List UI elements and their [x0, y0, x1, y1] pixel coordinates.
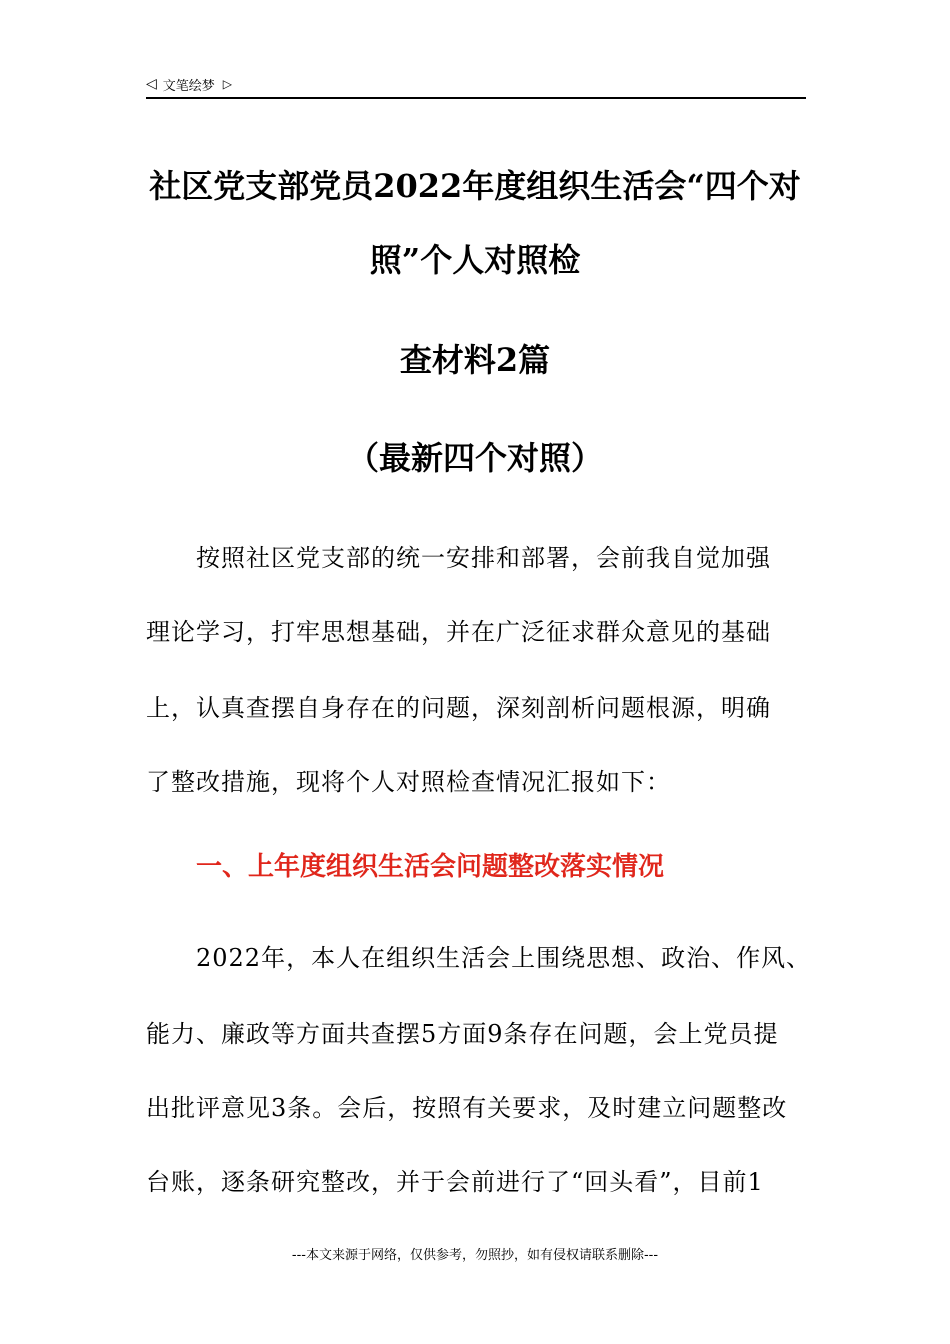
intro-line-4: 了整改措施，现将个人对照检查情况汇报如下： [146, 768, 671, 796]
document-title-line-2: 照”个人对照检 [369, 241, 581, 279]
footer-disclaimer: ---本文来源于网络，仅供参考，勿照抄，如有侵权请联系删除--- [291, 1248, 659, 1263]
section1-line-2: 能力、廉政等方面共查摆5方面9条存在问题，会上党员提 [146, 1020, 779, 1048]
left-triangle-icon: ◁ [146, 76, 157, 92]
document-title-line-1: 社区党支部党员2022年度组织生活会“四个对 [149, 167, 801, 205]
document-title-line-3: 查材料2篇 [399, 341, 551, 379]
document-subtitle: （最新四个对照） [346, 439, 603, 477]
section1-line-1: 2022年，本人在组织生活会上围绕思想、政治、作风、 [196, 944, 812, 972]
section1-line-3: 出批评意见3条。会后，按照有关要求，及时建立问题整改 [146, 1094, 788, 1122]
section-heading-1: 一、上年度组织生活会问题整改落实情况 [196, 852, 665, 882]
right-triangle-icon: ▷ [222, 77, 233, 91]
intro-line-3: 上，认真查摆自身存在的问题，深刻剖析问题根源，明确 [146, 694, 771, 722]
section1-line-4: 台账，逐条研究整改，并于会前进行了“回头看”，目前1 [146, 1168, 764, 1196]
intro-line-1: 按照社区党支部的统一安排和部署，会前我自觉加强 [196, 544, 771, 572]
intro-line-2: 理论学习，打牢思想基础，并在广泛征求群众意见的基础 [146, 618, 771, 646]
document-header [146, 72, 232, 96]
header-divider [146, 97, 806, 99]
brand-name: 文笔绘梦 [162, 78, 215, 94]
